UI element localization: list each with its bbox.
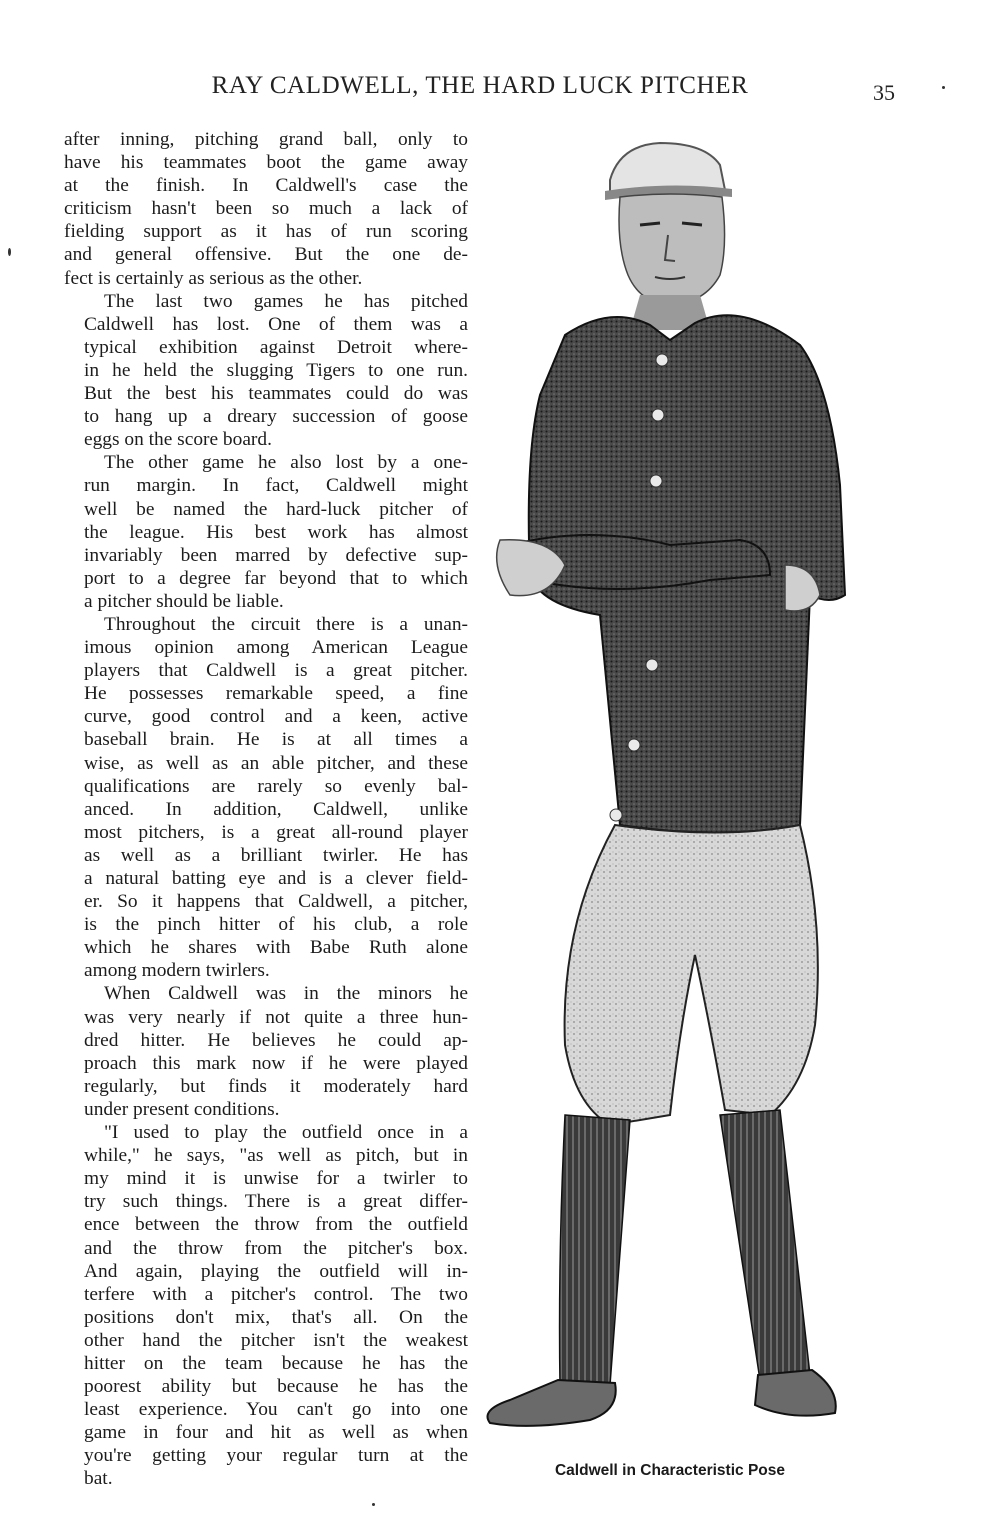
text-line: a pitcher should be liable. [84,590,284,612]
text-line: game in four and hit as well as when [84,1422,468,1444]
page-number: 35 [873,80,895,105]
text-line: regularly, but finds it moderately hard [84,1075,468,1097]
text-line: proach this mark now if he were played [84,1052,468,1074]
text-line: ence between the throw from the outfield [84,1214,468,1236]
article-text-column [64,128,468,1491]
text-line: at the finish. In Caldwell's case the [64,175,468,197]
player-photo [470,125,865,1450]
text-line: my mind it is unwise for a twirler to [84,1168,468,1190]
text-line: dred hitter. He believes he could ap- [84,1029,468,1051]
text-line: and the throw from the pitcher's box. [84,1237,468,1259]
text-line: in he held the slugging Tigers to one run. [84,359,468,381]
text-line: wise, as well as an able pitcher, and these [84,752,468,774]
text-line: least experience. You can't go into one [84,1399,468,1421]
text-line: er. So it happens that Caldwell, a pitcher, [84,891,468,913]
text-line: The other game he also lost by a one- [104,452,468,474]
right-shoe [755,1370,836,1416]
text-line: positions don't mix, that's all. On the [84,1306,468,1328]
text-line: after inning, pitching grand ball, only to [64,129,468,150]
text-line: most pitchers, is a great all-round player [84,821,468,843]
text-line: Throughout the circuit there is a unan- [104,613,468,635]
text-line: players that Caldwell is a great pitcher. [84,660,468,682]
text-line: have his teammates boot the game away [64,152,468,174]
text-line: And again, playing the outfield will in- [84,1260,468,1282]
text-line: and general offensive. But the one de- [64,244,468,266]
text-line: imous opinion among American League [84,637,468,659]
article-paragraph [64,613,468,983]
text-line: invariably been marred by defective sup- [84,544,468,566]
text-line: under present conditions. [84,1098,280,1120]
text-line: Caldwell has lost. One of them was a [84,313,468,335]
face [619,194,725,305]
text-line: the league. His best work has almost [84,521,468,543]
text-line: hitter on the team because he has the [84,1352,468,1374]
running-title: RAY CALDWELL, THE HARD LUCK PITCHER [211,72,749,99]
text-line: baseball brain. He is at all times a [84,729,468,751]
text-line: poorest ability but because he has the [84,1376,468,1398]
text-line: When Caldwell was in the minors he [104,983,468,1005]
pants [565,825,818,1125]
scan-mark [8,248,11,256]
text-line: other hand the pitcher isn't the weakest [84,1329,468,1351]
text-line: was very nearly if not quite a three hun- [84,1006,468,1028]
text-line: which he shares with Babe Ruth alone [84,937,468,959]
article-paragraph [64,128,468,290]
article-paragraph [64,290,468,452]
text-line: is the pinch hitter of his club, a role [84,914,468,936]
text-line: as well as a brilliant twirler. He has [84,844,468,866]
text-line: well be named the hard-luck pitcher of [84,498,468,520]
text-line: port to a degree far beyond that to which [84,567,468,589]
text-line: a natural batting eye and is a clever field- [84,868,468,889]
text-line: bat. [84,1468,113,1490]
photo-caption: Caldwell in Characteristic Pose [554,1462,785,1479]
text-line: among modern twirlers. [84,960,270,982]
text-line: qualifications are rarely so evenly bal- [84,775,468,797]
text-line: fect is certainly as serious as the other. [64,267,363,289]
text-line: typical exhibition against Detroit where- [84,336,468,358]
left-sock [560,1115,630,1387]
text-line: run margin. In fact, Caldwell might [84,475,468,497]
scan-mark [942,86,945,89]
article-paragraph [64,451,468,613]
text-line: terfere with a pitcher's control. The two [84,1283,468,1305]
right-sock [720,1110,810,1380]
text-line: curve, good control and a keen, active [84,706,468,728]
text-line: "I used to play the outfield once in a [104,1122,468,1144]
text-line: But the best his teammates could do was [84,383,468,405]
text-line: fielding support as it has of run scoring [64,221,468,243]
text-line: He possesses remarkable speed, a fine [84,683,468,705]
scan-mark [372,1503,375,1506]
left-shoe [488,1380,616,1426]
page-header [0,72,1000,112]
text-line: The last two games he has pitched [104,290,468,312]
text-line: try such things. There is a great differ- [84,1191,468,1213]
article-paragraph [64,982,468,1121]
article-paragraph [64,1121,468,1491]
text-line: while," he says, "as well as pitch, but in [84,1145,468,1167]
text-line: eggs on the score board. [84,429,272,451]
text-line: criticism hasn't been so much a lack of [64,198,468,220]
text-line: you're getting your regular turn at the [84,1445,468,1467]
text-line: to hang up a dreary succession of goose [84,406,468,428]
text-line: anced. In addition, Caldwell, unlike [84,798,468,820]
